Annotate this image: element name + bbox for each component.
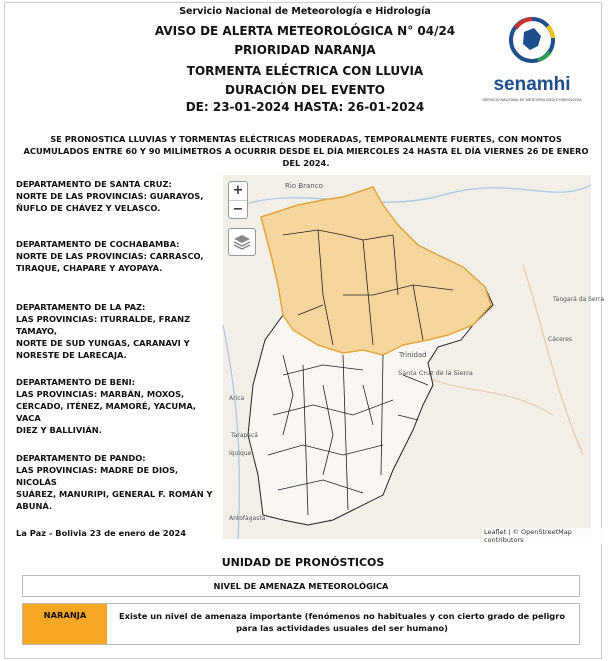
label-iquique: Iquique <box>229 450 252 457</box>
agency-name: Servicio Nacional de Meteorología e Hidrología <box>179 6 431 17</box>
department-beni <box>16 376 221 436</box>
alert-area-orange <box>261 187 491 355</box>
priority-label: PRIORIDAD NARANJA <box>234 43 376 57</box>
map-zoom-control <box>228 181 248 219</box>
label-santa-cruz: Santa Cruz de la Sierra <box>398 369 473 377</box>
map-attribution[interactable]: Leaflet | © OpenStreetMap contributors <box>482 528 610 544</box>
senamhi-emblem-icon <box>478 8 586 108</box>
department-la-paz <box>16 301 221 361</box>
department-provinces: LAS PROVINCIAS: MADRE DE DIOS, NICOLÁS SUÁREZ, MANURIPI, GENERAL F. ROMÁN Y ABUNÁ. <box>16 465 213 511</box>
label-rio-branco: Rio Branco <box>285 182 323 190</box>
department-name: DEPARTAMENTO DE SANTA CRUZ: <box>16 179 172 189</box>
threat-level-row <box>22 603 580 645</box>
zoom-in-button[interactable]: + <box>229 182 247 201</box>
department-cochabamba <box>16 238 221 274</box>
department-provinces: NORTE DE LAS PROVINCIAS: GUARAYOS, ÑUFLO DE CHÁVEZ Y VELASCO. <box>16 191 204 213</box>
department-name: DEPARTAMENTO DE LA PAZ: <box>16 302 146 312</box>
duration-label: DURACIÓN DEL EVENTO <box>224 83 386 97</box>
unit-title: UNIDAD DE PRONÓSTICOS <box>221 556 385 569</box>
label-trinidad: Trinidad <box>399 351 427 359</box>
department-provinces: NORTE DE LAS PROVINCIAS: CARRASCO, TIRAQUE, CHAPARE Y AYOPAYA. <box>16 251 204 273</box>
label-tarapaca: Tarapacá <box>231 432 258 439</box>
layers-icon <box>229 229 255 255</box>
department-name: DEPARTAMENTO DE COCHABAMBA: <box>16 239 180 249</box>
department-provinces: LAS PROVINCIAS: MARBÁN, MOXOS, CERCADO, ITÉNEZ, MAMORÉ, YACUMA, VACA DIEZ Y BALLIVIÁN. <box>16 389 197 435</box>
map-canvas <box>223 175 605 539</box>
issue-date: La Paz - Bolivia 23 de enero de 2024 <box>16 528 187 538</box>
threat-level-description: Existe un nivel de amenaza importante (fenómenos no habituales y con cierto grado de peligro para las actividades usuales del ser humano) <box>118 611 566 633</box>
department-name: DEPARTAMENTO DE BENI: <box>16 377 135 387</box>
logo-tagline: SERVICIO NACIONAL DE METEOROLOGÍA E HIDROLOGÍA <box>482 98 582 102</box>
zoom-out-button[interactable]: − <box>232 202 244 217</box>
event-type: TORMENTA ELÉCTRICA CON LLUVIA <box>186 64 424 78</box>
department-pando <box>16 452 221 512</box>
senamhi-logo <box>478 8 586 108</box>
label-arica: Arica <box>229 395 245 402</box>
duration-dates: DE: 23-01-2024 HASTA: 26-01-2024 <box>185 100 425 114</box>
forecast-intro: SE PRONOSTICA LLUVIAS Y TORMENTAS ELÉCTRICAS MODERADAS, TEMPORALMENTE FUERTES, CON MONTOS ACUMULADOS ENTRE 60 Y 90 MILÍMETROS A OCURRIR DESDE EL DÍA MIERCOLES 24 HASTA EL DÍA VIERNES 26 DE ENERO DEL 2024. <box>23 134 589 168</box>
label-tangara: Tangará da Serra <box>553 296 605 303</box>
alert-title: AVISO DE ALERTA METEOROLÓGICA N° 04/24 <box>154 24 456 38</box>
logo-name: senamhi <box>493 74 571 95</box>
layers-button[interactable] <box>228 228 256 256</box>
label-caceres: Cáceres <box>548 336 573 343</box>
threat-level-badge: NARANJA <box>23 604 107 644</box>
alert-map[interactable] <box>223 175 605 539</box>
department-name: DEPARTAMENTO DE PANDO: <box>16 453 146 463</box>
department-santa-cruz <box>16 178 221 214</box>
label-antofagasta: Antofagasta <box>229 515 266 522</box>
threat-level-header: NIVEL DE AMENAZA METEOROLÓGICA <box>22 575 580 597</box>
department-provinces: LAS PROVINCIAS: ITURRALDE, FRANZ TAMAYO, NORTE DE SUD YUNGAS, CARANAVI Y NORESTE DE LARECAJA. <box>16 314 191 360</box>
